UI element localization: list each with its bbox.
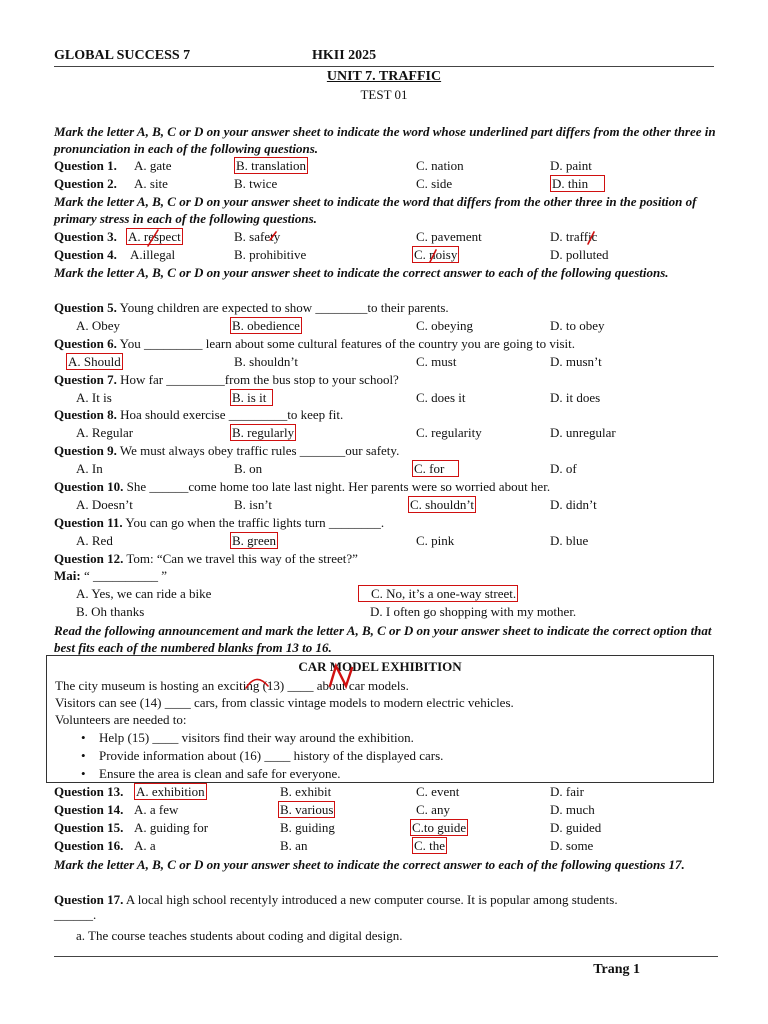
option-c[interactable]: C. regularity <box>416 425 482 440</box>
question-5-stem <box>54 299 718 317</box>
question-label: Question 13. <box>54 784 124 799</box>
option-c[interactable]: C. pink <box>416 533 455 548</box>
instruction-correct-answer: Mark the letter A, B, C or D on your answer sheet to indicate the correct answer to each of the following questions. <box>54 265 669 280</box>
option-b-marked[interactable] <box>234 157 308 175</box>
question-text: Tom: “Can we travel this way of the street?” <box>126 551 358 566</box>
option-c-marked[interactable] <box>408 496 476 514</box>
question-label: Question 10. <box>54 479 124 494</box>
option-a[interactable]: A. Regular <box>76 425 134 440</box>
option-c-marked[interactable] <box>412 460 459 478</box>
option-d[interactable]: D. unregular <box>550 425 616 440</box>
option-b-marked[interactable] <box>230 424 296 442</box>
answer-mark: C. for <box>412 460 459 477</box>
answer-mark: B. obedience <box>232 318 300 333</box>
option-c[interactable]: C. nation <box>416 158 464 173</box>
question-12-reply <box>54 567 718 585</box>
announcement-title: CAR MODEL EXHIBITION <box>298 659 462 674</box>
option-d[interactable]: D. fair <box>550 784 584 799</box>
question-text: She ______come home too late last night. Her parents were so worried about her. <box>126 479 551 494</box>
option-b-marked[interactable] <box>230 317 302 335</box>
option-a[interactable]: A. site <box>134 176 168 191</box>
option-a[interactable]: A. Red <box>76 533 113 548</box>
option-c[interactable]: C. side <box>416 176 453 191</box>
instruction-announcement: Read the following announcement and mark the letter A, B, C or D on your answer sheet to indicate the correct option that best fits each of the numbered blanks from 13 to 16. <box>54 623 712 655</box>
option-d-marked[interactable] <box>550 175 605 193</box>
question-15 <box>54 819 718 837</box>
option-d[interactable]: D. guided <box>550 820 602 835</box>
question-7-stem <box>54 371 718 389</box>
answer-mark: B. green <box>232 533 277 548</box>
option-a[interactable]: a. The course teaches students about coding and digital design. <box>76 928 403 943</box>
question-text: You _________ learn about some cultural features of the country you are going to visit. <box>119 336 576 351</box>
answer-mark: C. the <box>414 838 446 853</box>
option-c-marked[interactable] <box>412 837 447 855</box>
option-d[interactable]: D. much <box>550 802 595 817</box>
option-d[interactable]: D. of <box>550 461 577 476</box>
announcement-box <box>46 655 714 783</box>
option-c[interactable]: C. pavement <box>416 229 482 244</box>
option-c[interactable]: C. event <box>416 784 460 799</box>
bullet-item: • Help (15) ____ visitors find their way around the exhibition. <box>99 729 414 746</box>
question-label: Question 4. <box>54 247 117 262</box>
option-d[interactable]: D. blue <box>550 533 589 548</box>
question-label: Question 16. <box>54 838 124 853</box>
option-d[interactable]: D. musn’t <box>550 354 602 369</box>
answer-mark: C. shouldn’t <box>410 497 475 512</box>
instruction-stress: Mark the letter A, B, C or D on your answer sheet to indicate the word that differs from the other three in the position of primary stress in each of the following questions. <box>54 194 697 226</box>
question-11-stem <box>54 514 718 532</box>
option-b[interactable]: B. twice <box>234 176 278 191</box>
option-d[interactable]: D. polluted <box>550 247 609 262</box>
option-a[interactable]: A. Doesn’t <box>76 497 133 512</box>
question-label: Question 14. <box>54 802 124 817</box>
option-b-marked[interactable] <box>230 389 273 407</box>
option-a[interactable]: A. guiding for <box>134 820 209 835</box>
question-text: We must always obey traffic rules _______our safety. <box>119 443 400 458</box>
bullet-item: • Ensure the area is clean and safe for everyone. <box>99 765 340 782</box>
page-header <box>54 48 714 67</box>
option-b-marked[interactable] <box>278 801 335 819</box>
unit-title: UNIT 7. TRAFFIC <box>326 69 442 84</box>
option-b[interactable]: B. isn’t <box>234 497 273 512</box>
question-label: Question 12. <box>54 551 124 566</box>
question-label: Question 6. <box>54 336 117 351</box>
option-b[interactable]: B. safety <box>234 229 281 244</box>
option-b[interactable]: B. on <box>234 461 263 476</box>
footer-divider <box>54 956 718 957</box>
question-14 <box>54 801 718 819</box>
answer-mark: C. noisy <box>414 247 458 262</box>
option-c[interactable]: C. does it <box>416 390 466 405</box>
question-text: Young children are expected to show ________to their parents. <box>119 300 449 315</box>
option-a[interactable]: A. a few <box>134 802 179 817</box>
question-5-options <box>54 317 718 335</box>
answer-mark: D. thin <box>550 175 605 192</box>
option-b[interactable]: B. an <box>280 838 308 853</box>
instruction-question-17: Mark the letter A, B, C or D on your answer sheet to indicate the correct answer to each of the following questions 17. <box>54 857 685 872</box>
question-13 <box>54 783 718 801</box>
option-a-marked[interactable] <box>66 353 123 371</box>
test-label: TEST 01 <box>360 87 408 102</box>
option-d[interactable]: D. paint <box>550 158 592 173</box>
page-number: Trang 1 <box>593 962 640 977</box>
option-a-marked[interactable] <box>126 228 183 246</box>
answer-mark: C.to guide <box>412 820 467 835</box>
question-17-blank: ______. <box>54 907 97 922</box>
question-10-options <box>54 496 718 514</box>
option-d[interactable]: D. I often go shopping with my mother. <box>370 604 577 619</box>
question-label: Question 1. <box>54 158 117 173</box>
question-label: Question 5. <box>54 300 117 315</box>
question-2 <box>54 175 718 193</box>
answer-mark: A. respect <box>128 229 181 244</box>
question-10-stem <box>54 478 718 496</box>
option-a[interactable]: A. It is <box>76 390 112 405</box>
question-label: Question 7. <box>54 372 117 387</box>
option-b[interactable]: B. shouldn’t <box>234 354 299 369</box>
answer-mark: C. No, it’s a one-way street. <box>358 585 518 602</box>
question-3 <box>54 228 718 246</box>
question-7-options <box>54 389 718 407</box>
announcement-line-1: The city museum is hosting an exciting (13) ____ about car models. <box>55 678 409 693</box>
question-1 <box>54 157 718 175</box>
option-a[interactable]: A. a <box>134 838 156 853</box>
option-b[interactable]: B. Oh thanks <box>76 604 145 619</box>
answer-mark: A. exhibition <box>136 784 205 799</box>
option-d[interactable]: D. some <box>550 838 594 853</box>
option-a[interactable]: A. Yes, we can ride a bike <box>76 586 212 601</box>
question-12-options-row1 <box>54 585 718 603</box>
option-c-marked[interactable] <box>358 585 518 603</box>
option-d[interactable]: D. it does <box>550 390 601 405</box>
question-16 <box>54 837 718 855</box>
answer-mark: B. regularly <box>232 425 295 440</box>
answer-mark: A. Should <box>68 354 121 369</box>
question-6-options <box>54 353 718 371</box>
question-label: Question 8. <box>54 407 117 422</box>
announcement-line-2: Visitors can see (14) ____ cars, from classic vintage models to modern electric vehicles. <box>55 695 514 710</box>
question-text: A local high school recentyly introduced a new computer course. It is popular among students. <box>125 892 618 907</box>
answer-mark: B. is it <box>230 389 273 406</box>
question-label: Question 17. <box>54 892 124 907</box>
reply-blank: “ __________ ” <box>83 568 168 583</box>
question-11-options <box>54 532 718 550</box>
option-a-marked[interactable] <box>134 783 207 801</box>
question-12-stem <box>54 550 718 568</box>
question-17-option <box>54 927 718 945</box>
option-c[interactable]: C. any <box>416 802 450 817</box>
option-b[interactable]: B. prohibitive <box>234 247 307 262</box>
option-a[interactable]: A. In <box>76 461 103 476</box>
announcement-line-3: Volunteers are needed to: <box>55 712 187 727</box>
option-d[interactable]: D. traffic <box>550 229 598 244</box>
question-8-stem <box>54 406 718 424</box>
question-9-options <box>54 460 718 478</box>
question-label: Question 11. <box>54 515 123 530</box>
bullet-item: • Provide information about (16) ____ history of the displayed cars. <box>99 747 443 764</box>
question-text: You can go when the traffic lights turn ________. <box>125 515 385 530</box>
instruction-pronunciation: Mark the letter A, B, C or D on your answer sheet to indicate the word whose underlined part differs from the other three in pronunciation in each of the following questions. <box>54 124 716 156</box>
speaker-label: Mai: <box>54 568 81 583</box>
option-d[interactable]: D. to obey <box>550 318 605 333</box>
option-c-marked[interactable] <box>412 246 459 264</box>
option-b[interactable]: B. guiding <box>280 820 335 835</box>
option-b-marked[interactable] <box>230 532 278 550</box>
question-6-stem <box>54 335 718 353</box>
option-d[interactable]: D. didn’t <box>550 497 597 512</box>
option-b[interactable]: B. exhibit <box>280 784 332 799</box>
question-label: Question 9. <box>54 443 117 458</box>
answer-mark: B. translation <box>236 158 307 173</box>
option-c-marked[interactable] <box>410 819 468 837</box>
option-a[interactable]: A. gate <box>134 158 172 173</box>
question-text: How far _________from the bus stop to your school? <box>120 372 399 387</box>
option-c[interactable]: C. obeying <box>416 318 474 333</box>
question-label: Question 3. <box>54 229 117 244</box>
question-8-options <box>54 424 718 442</box>
header-course: GLOBAL SUCCESS 7 <box>54 48 191 63</box>
option-c[interactable]: C. must <box>416 354 457 369</box>
question-label: Question 2. <box>54 176 117 191</box>
answer-mark: B. various <box>280 802 334 817</box>
header-term: HKII 2025 <box>312 48 377 63</box>
question-text: Hoa should exercise _________to keep fit. <box>120 407 344 422</box>
question-9-stem <box>54 442 718 460</box>
option-a[interactable]: A.illegal <box>130 247 176 262</box>
option-a[interactable]: A. Obey <box>76 318 121 333</box>
question-4 <box>54 246 718 264</box>
question-12-options-row2 <box>54 603 718 621</box>
question-label: Question 15. <box>54 820 124 835</box>
